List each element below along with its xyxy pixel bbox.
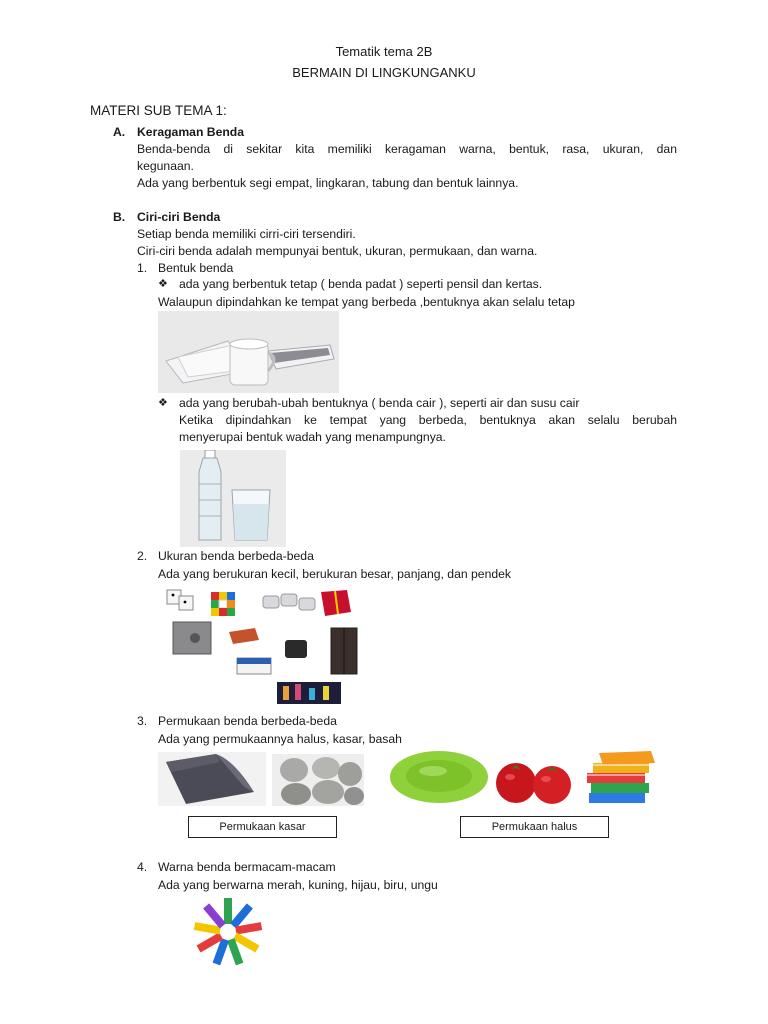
section-b-marker: B. xyxy=(113,210,126,224)
section-a-heading: Keragaman Benda xyxy=(137,125,245,139)
object-sizes-collage-image xyxy=(165,586,367,707)
item1-bullet1: ada yang berbentuk tetap ( benda padat ) seperti pensil dan kertas. xyxy=(179,277,543,291)
book-stack-image xyxy=(585,749,659,807)
tomatoes-image xyxy=(490,757,580,805)
sandpaper-image xyxy=(158,752,266,806)
section-b-line2: Ciri-ciri benda adalah mempunyai bentuk, ukuran, permukaan, dan warna. xyxy=(137,244,538,258)
bottle-and-glass-image xyxy=(180,450,286,547)
section-a-para1-line1: Benda-benda di sekitar kita memiliki keragaman warna, bentuk, rasa, ukuran, dan xyxy=(137,142,677,156)
item3-desc: Ada yang permukaannya halus, kasar, basah xyxy=(158,732,402,746)
bullet-icon: ❖ xyxy=(158,278,168,290)
rough-surface-label: Permukaan kasar xyxy=(188,816,337,838)
section-a-para2: Ada yang berbentuk segi empat, lingkaran, tabung dan bentuk lainnya. xyxy=(137,176,519,190)
bullet-icon: ❖ xyxy=(158,397,168,409)
smooth-surface-label: Permukaan halus xyxy=(460,816,609,838)
item3-title: Permukaan benda berbeda-beda xyxy=(158,714,337,728)
item2-desc: Ada yang berukuran kecil, berukuran besar, panjang, dan pendek xyxy=(158,567,512,581)
item3-number: 3. xyxy=(137,714,148,728)
item1-bullet2-line3: menyerupai bentuk wadah yang menampungnya. xyxy=(179,430,446,444)
item4-number: 4. xyxy=(137,860,148,874)
item1-title: Bentuk benda xyxy=(158,261,234,275)
section-b-heading: Ciri-ciri Benda xyxy=(137,210,221,224)
item4-title: Warna benda bermacam-macam xyxy=(158,860,336,874)
item1-bullet2-line2: Ketika dipindahkan ke tempat yang berbeda, bentuknya akan selalu berubah xyxy=(179,413,677,427)
item1-bullet1-follow: Walaupun dipindahkan ke tempat yang berbeda ,bentuknya akan selalu tetap xyxy=(158,295,575,309)
item4-desc: Ada yang berwarna merah, kuning, hijau, biru, ungu xyxy=(158,878,438,892)
clothespins-image xyxy=(158,894,297,969)
materi-heading: MATERI SUB TEMA 1: xyxy=(90,103,227,118)
item2-title: Ukuran benda berbeda-beda xyxy=(158,549,314,563)
green-plate-image xyxy=(389,747,489,809)
book-and-mug-image xyxy=(158,311,339,393)
section-b-line1: Setiap benda memiliki cirri-ciri tersendiri. xyxy=(137,227,356,241)
item1-bullet2: ada yang berubah-ubah bentuknya ( benda cair ), seperti air dan susu cair xyxy=(179,396,580,410)
doc-title: Tematik tema 2B xyxy=(335,44,433,59)
item1-number: 1. xyxy=(137,261,148,275)
doc-subtitle: BERMAIN DI LINGKUNGANKU xyxy=(292,65,476,80)
item2-number: 2. xyxy=(137,549,148,563)
section-a-marker: A. xyxy=(113,125,126,139)
rough-stones-image xyxy=(272,754,364,806)
section-a-para1-line2: kegunaan. xyxy=(137,159,194,173)
